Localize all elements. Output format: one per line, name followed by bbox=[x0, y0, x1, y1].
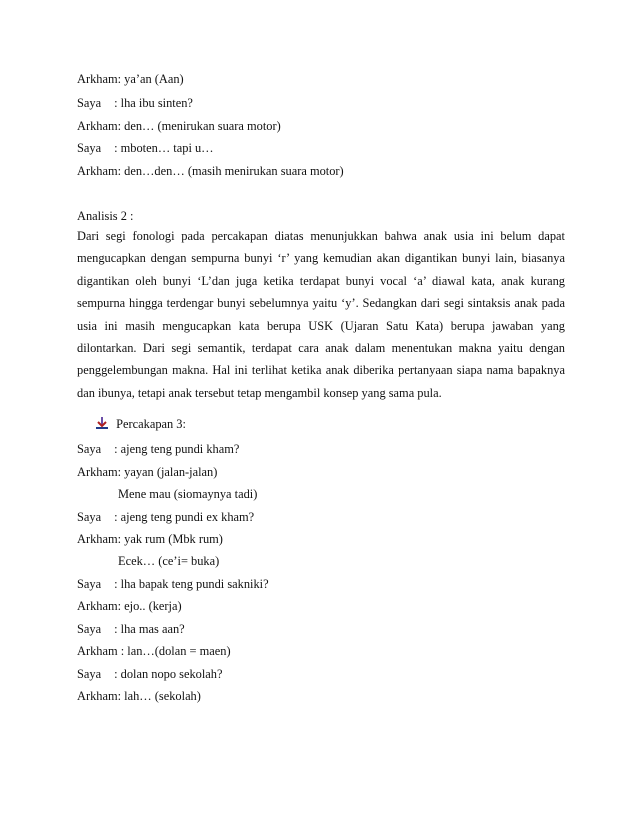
dialog-text: den…den… (masih menirukan suara motor) bbox=[124, 164, 344, 178]
speaker-label: Arkham: bbox=[77, 119, 122, 133]
dialog-line bbox=[77, 621, 185, 637]
speaker-label: Saya bbox=[77, 622, 102, 636]
speaker-label: Saya bbox=[77, 667, 102, 681]
dialog-text: Ecek… (ce’i= buka) bbox=[118, 554, 220, 568]
speaker-label: Saya bbox=[77, 510, 102, 524]
dialog-text: den… (menirukan suara motor) bbox=[124, 119, 281, 133]
dialog-text: : ajeng teng pundi ex kham? bbox=[114, 510, 255, 524]
speaker-label: Saya bbox=[77, 442, 102, 456]
arrow-bullet-icon bbox=[95, 416, 109, 430]
speaker-label: Arkham : bbox=[77, 644, 125, 658]
percakapan-heading-row bbox=[95, 416, 186, 432]
speaker-label: Arkham: bbox=[77, 689, 122, 703]
speaker-label: Saya bbox=[77, 141, 102, 155]
speaker-label: Arkham: bbox=[77, 599, 122, 613]
dialog-text: yayan (jalan-jalan) bbox=[124, 465, 218, 479]
speaker-label: Arkham: bbox=[77, 465, 122, 479]
speaker-label: Saya bbox=[77, 96, 102, 110]
dialog-line bbox=[77, 95, 193, 111]
speaker-label: Saya bbox=[77, 577, 102, 591]
dialog-text: : mboten… tapi u… bbox=[114, 141, 214, 155]
dialog-text: : lha mas aan? bbox=[114, 622, 185, 636]
dialog-text: : lha ibu sinten? bbox=[114, 96, 193, 110]
dialog-text: lah… (sekolah) bbox=[124, 689, 201, 703]
dialog-line bbox=[77, 531, 223, 547]
speaker-label: Arkham: bbox=[77, 164, 122, 178]
dialog-line bbox=[77, 464, 217, 480]
dialog-line bbox=[77, 643, 231, 659]
analysis-heading: Analisis 2 : bbox=[77, 209, 134, 223]
dialog-text: : dolan nopo sekolah? bbox=[114, 667, 223, 681]
dialog-text: ya’an (Aan) bbox=[124, 72, 184, 86]
dialog-line bbox=[77, 509, 254, 525]
dialog-text: Mene mau (siomaynya tadi) bbox=[118, 487, 258, 501]
dialog-line bbox=[77, 163, 344, 179]
percakapan-heading: Percakapan 3: bbox=[116, 417, 186, 431]
dialog-text: ejo.. (kerja) bbox=[124, 599, 182, 613]
dialog-text: : lha bapak teng pundi sakniki? bbox=[114, 577, 269, 591]
speaker-label: Arkham: bbox=[77, 532, 122, 546]
dialog-line bbox=[118, 486, 257, 502]
dialog-line bbox=[77, 688, 201, 704]
dialog-line bbox=[77, 441, 239, 457]
dialog-line bbox=[77, 576, 269, 592]
dialog-text: yak rum (Mbk rum) bbox=[124, 532, 223, 546]
dialog-line bbox=[77, 666, 223, 682]
dialog-line bbox=[118, 553, 219, 569]
dialog-line bbox=[77, 71, 184, 87]
dialog-text: : ajeng teng pundi kham? bbox=[114, 442, 240, 456]
dialog-line bbox=[77, 118, 281, 134]
dialog-line bbox=[77, 598, 182, 614]
dialog-text: lan…(dolan = maen) bbox=[127, 644, 231, 658]
speaker-label: Arkham: bbox=[77, 72, 122, 86]
analysis-paragraph: Dari segi fonologi pada percakapan diatas menunjukkan bahwa anak usia ini belum dapat mengucapkan dengan sempurna bunyi ‘r’ yang kemudian akan digantikan bunyi lain, biasanya digantikan oleh bunyi ‘L’dan juga ketika terdapat bunyi vocal ‘a’ diawal kata, anak kurang sempurna hingga terdengar bunyi sebelumnya yaitu ‘y’. Sedangkan dari segi sintaksis anak pada usia ini masih mengucapkan kata berupa USK (Ujaran Satu Kata) berupa jawaban yang dilontarkan. Dari segi semantik, terdapat cara anak dalam menentukan makna yaitu dengan penggelembungan makna. Hal ini terlihat ketika anak diberika pertanyaan siapa nama bapaknya dan ibunya, tetapi anak tersebut tetap mengambil konsep yang sama pula. bbox=[77, 229, 565, 400]
dialog-line bbox=[77, 140, 214, 156]
